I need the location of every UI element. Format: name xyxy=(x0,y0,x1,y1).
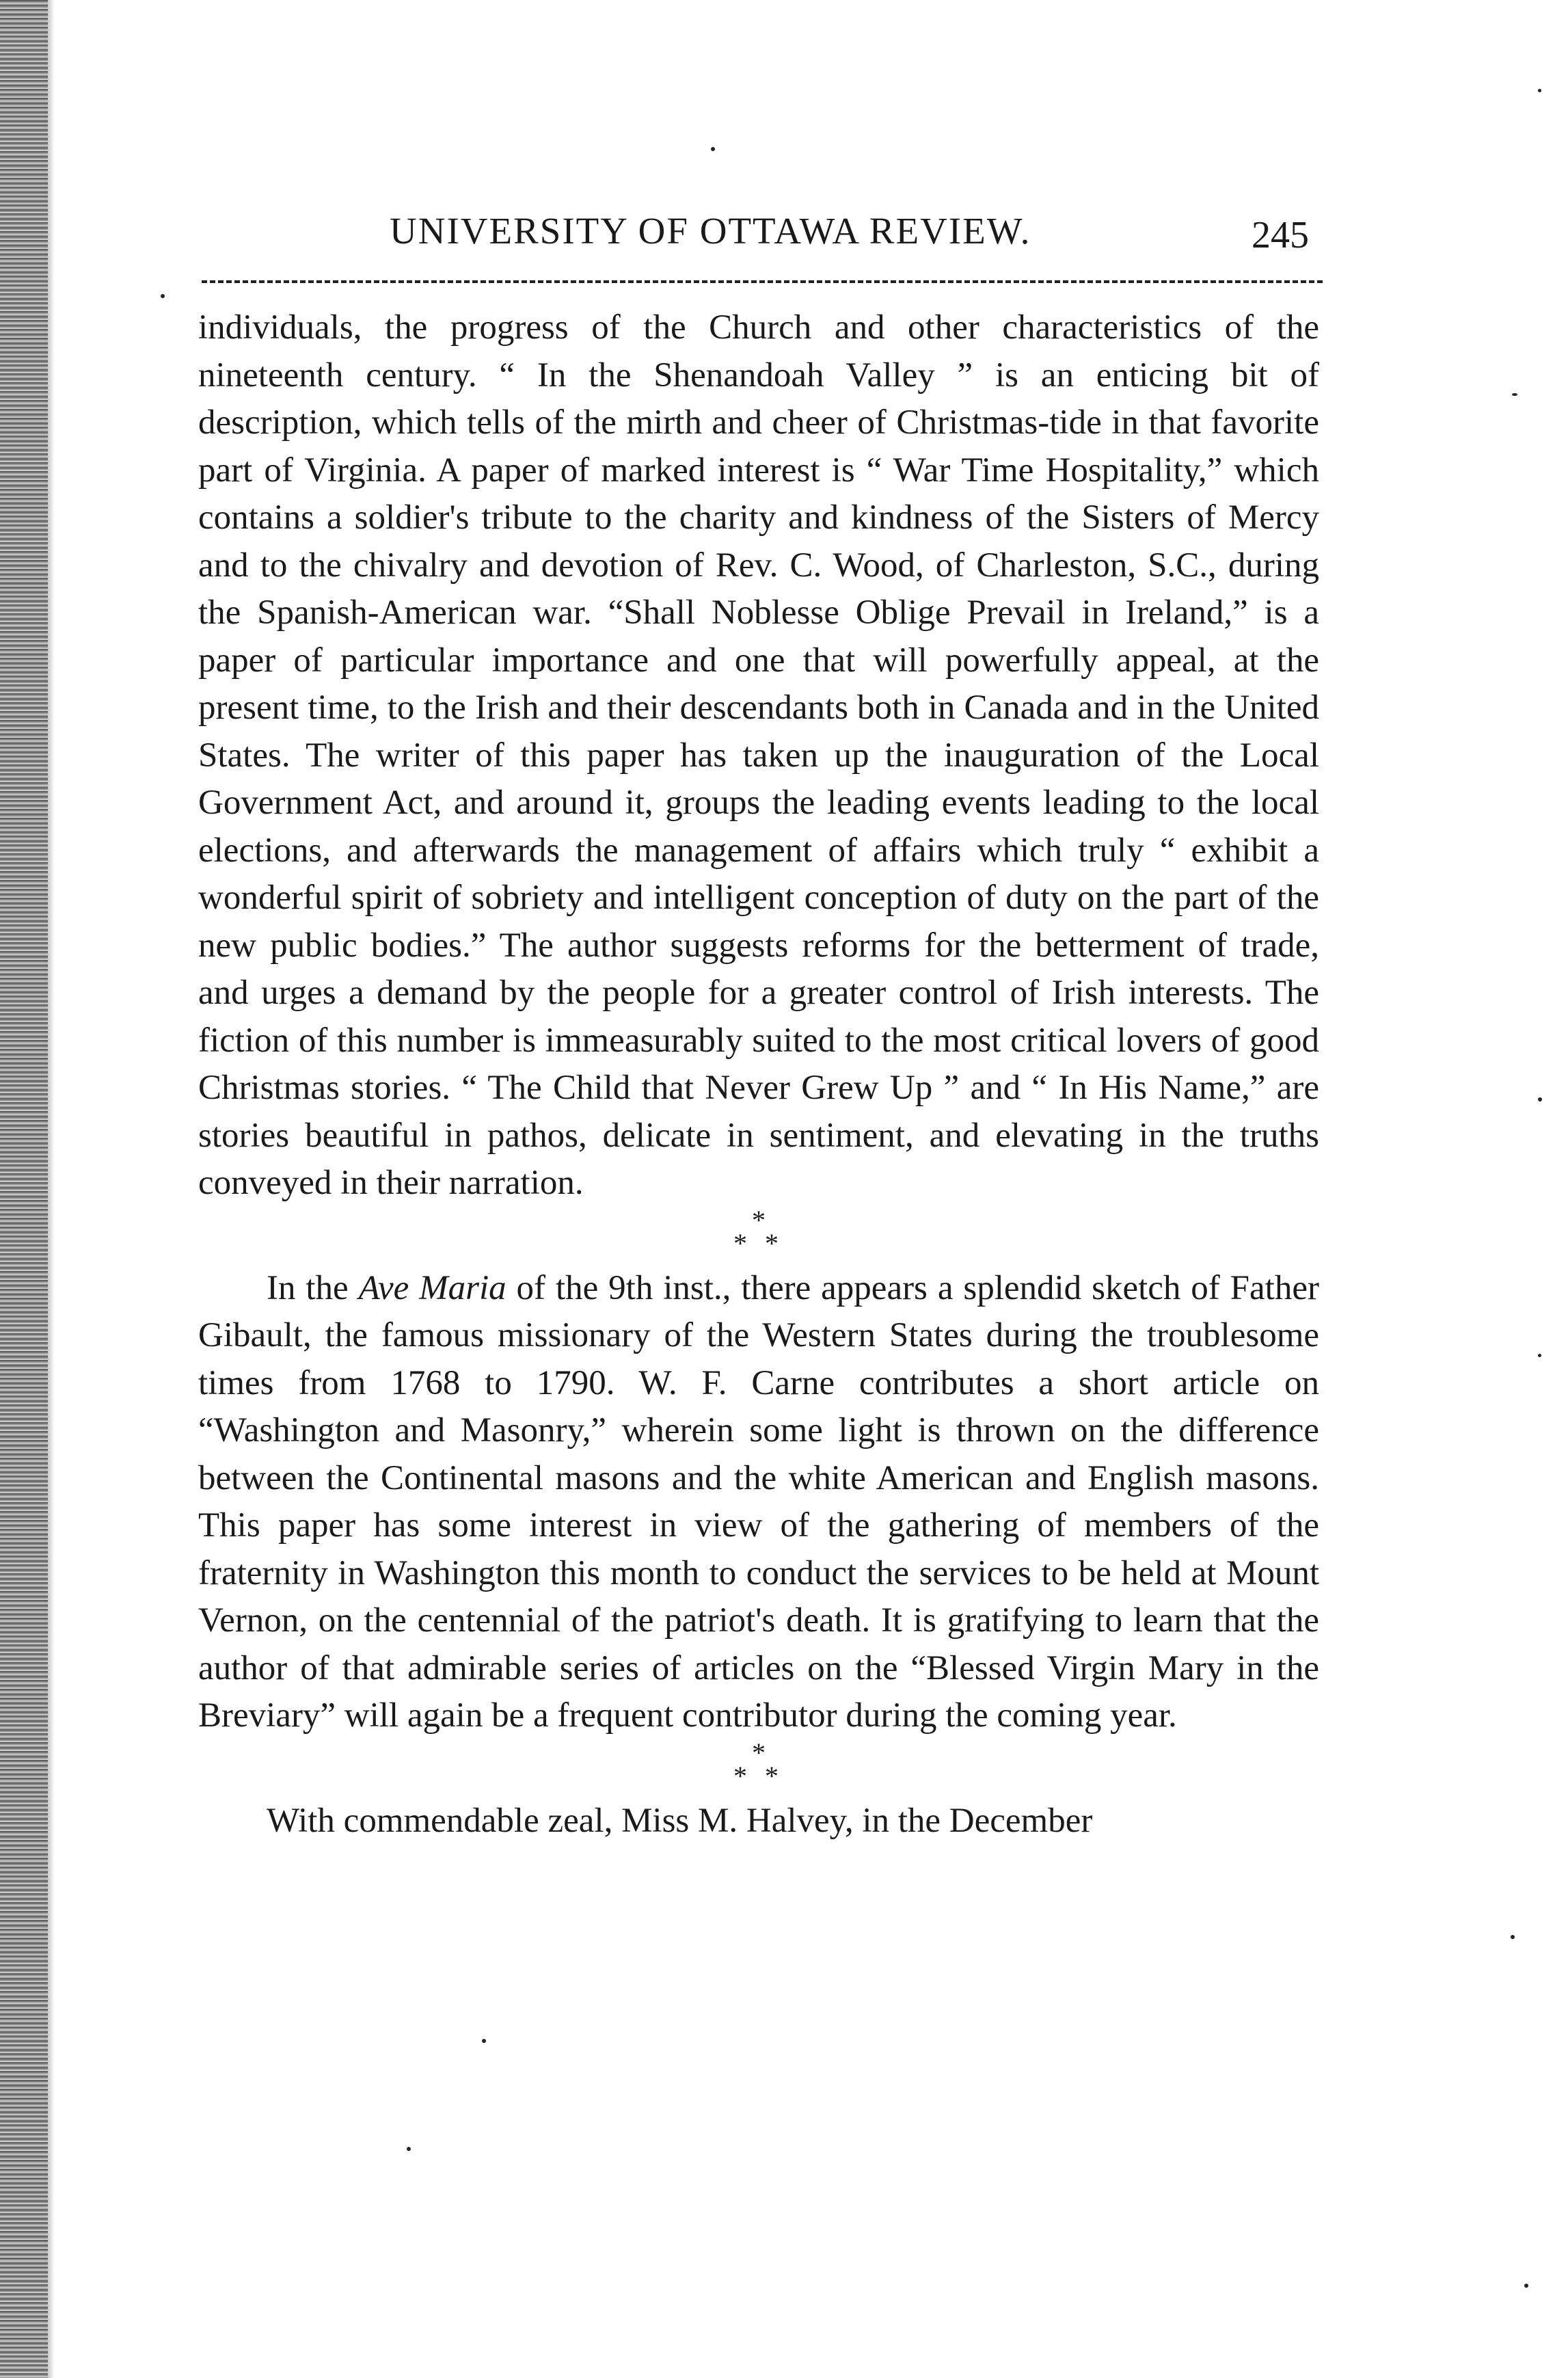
separator-star-bottom: * * xyxy=(733,1227,784,1259)
scan-speck xyxy=(1538,89,1541,92)
article-body xyxy=(198,304,1319,1845)
paragraph-2-lead: In the xyxy=(267,1268,359,1307)
scan-speck xyxy=(1524,2284,1528,2288)
section-separator-2 xyxy=(198,1737,1319,1798)
paragraph-3: With commendable zeal, Miss M. Halvey, in the December xyxy=(267,1801,1093,1840)
scan-speck xyxy=(161,294,165,298)
header-rule xyxy=(202,280,1323,283)
scan-speck xyxy=(711,147,715,151)
page-number: 245 xyxy=(1252,214,1309,256)
journal-title: UNIVERSITY OF OTTAWA REVIEW. xyxy=(390,210,1031,252)
scan-speck xyxy=(1538,1354,1541,1357)
paragraph-2 xyxy=(198,1265,1319,1740)
scan-speck xyxy=(407,2147,411,2151)
paragraph-1: individuals, the progress of the Church and other characteristics of the nineteenth century. “ In the Shenandoah Valley ” is an enticing bit of description, which tells of the mirth and cheer of Christmas-tide in that favorite part of Virginia. A paper of marked interest is “ War Time Hospitality,” which contains a soldier's tribute to the charity and kindness of the Sisters of Mercy and to the chivalry and devotion of Rev. C. Wood, of Charleston, S.C., during the Spanish-American war. “Shall Noblesse Oblige Prevail in Ireland,” is a paper of particular importance and one that will powerfully appeal, at the present time, to the Irish and their descendants both in Canada and in the United States. The writer of this paper has taken up the inauguration of the Local Government Act, and around it, groups the leading events leading to the local elections, and afterwards the management of affairs which truly “ exhibit a wonderful spirit of sobriety and intelligent conception of duty on the part of the new public bodies.” The author suggests reforms for the betterment of trade, and urges a demand by the people for a greater control of Irish interests. The fiction of this number is immeasurably suited to the most critical lovers of good Christmas stories. “ The Child that Never Grew Up ” and “ In His Name,” are stories beautiful in pathos, delicate in sentiment, and elevating in the truths conveyed in their narration. xyxy=(198,308,1319,1202)
scan-speck xyxy=(1538,1097,1542,1101)
running-head xyxy=(198,209,1319,271)
separator-2-star-top: * xyxy=(752,1737,766,1768)
periodical-title: Ave Maria xyxy=(358,1268,506,1307)
section-separator xyxy=(198,1204,1319,1265)
scan-speck xyxy=(482,2039,486,2043)
paragraph-2-text: of the 9th inst., there appears a splendid sketch of Father Gibault, the famous missionary of the Western States during the troublesome times from 1768 to 1790. W. F. Carne contributes a short article on “Washington and Masonry,” wherein some light is thrown on the difference between the Continental masons and the white American and English masons. This paper has some interest in view of the gathering of members of the fraternity in Washington this month to conduct the services to be held at Mount Vernon, on the centennial of the patriot's death. It is gratifying to learn that the author of that admirable series of articles on the “Blessed Virgin Mary in the Breviary” will again be a frequent contributor during the coming year. xyxy=(198,1268,1319,1735)
scan-speck xyxy=(1512,393,1517,396)
separator-star-top: * xyxy=(752,1204,766,1235)
scan-speck xyxy=(1511,1935,1515,1939)
separator-2-star-bottom: * * xyxy=(733,1760,784,1791)
page-binding-edge xyxy=(0,0,48,2378)
